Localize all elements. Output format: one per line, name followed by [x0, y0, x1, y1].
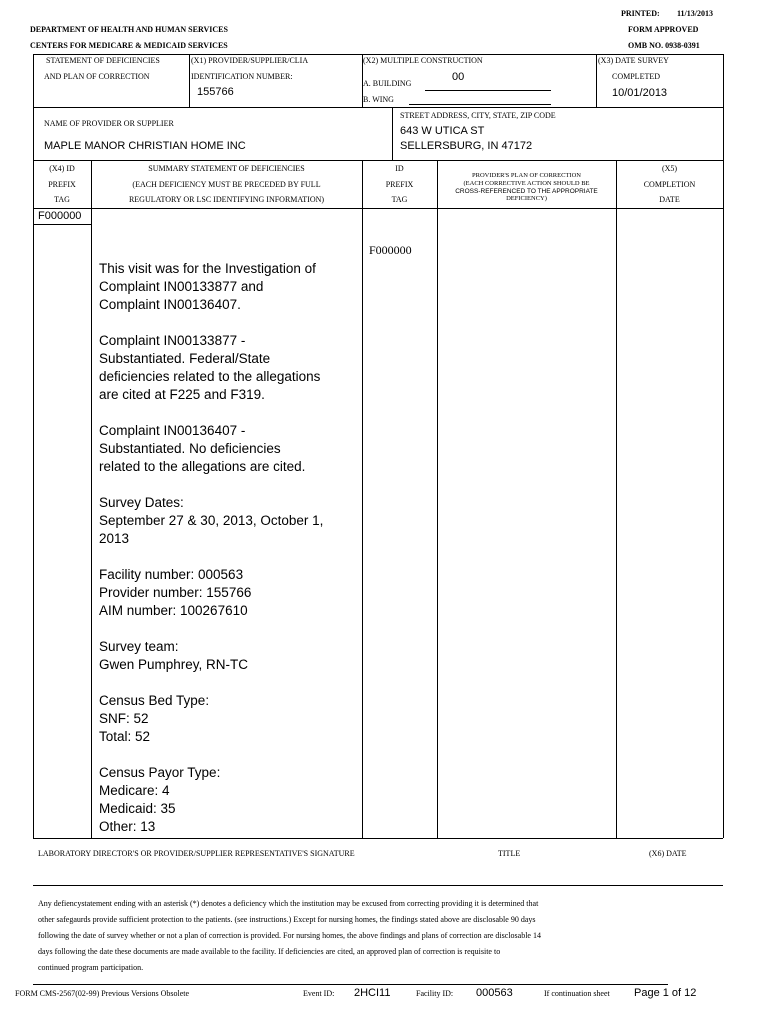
- statement-label-1: STATEMENT OF DEFICIENCIES: [46, 56, 160, 65]
- summary-paragraph: This visit was for the Investigation of Complaint IN00133877 and Complaint IN00136407.: [99, 261, 316, 312]
- summary-header-2: (EACH DEFICIENCY MUST BE PRECEDED BY FULL: [132, 180, 321, 189]
- id-header-3: TAG: [391, 195, 408, 204]
- x3-label-1: (X3) DATE SURVEY: [598, 56, 669, 65]
- signature-label: LABORATORY DIRECTOR'S OR PROVIDER/SUPPLIER REPRESENTATIVE'S SIGNATURE: [38, 849, 355, 858]
- x1-label-2: IDENTIFICATION NUMBER:: [191, 72, 293, 81]
- plan-header-2: (EACH CORRECTIVE ACTION SHOULD BE: [463, 180, 590, 187]
- summary-header-3: REGULATORY OR LSC IDENTIFYING INFORMATION): [128, 195, 325, 204]
- building-label: A. BUILDING: [363, 79, 412, 88]
- left-prefix-tag: F000000: [38, 210, 82, 222]
- summary-statement: [99, 260, 357, 854]
- id-header-1: ID: [395, 164, 404, 173]
- form-number: FORM CMS-2567(02-99) Previous Versions Obsolete: [15, 989, 190, 998]
- x5-header-1: (X5): [661, 164, 678, 173]
- building-value: 00: [452, 71, 465, 83]
- summary-paragraph: Complaint IN00133877 - Substantiated. Federal/State deficiencies related to the allegations are cited at F225 and F319.: [99, 333, 321, 402]
- survey-completed-date: 10/01/2013: [612, 87, 668, 99]
- wing-label: B. WING: [363, 95, 394, 104]
- summary-paragraph: Survey Dates: September 27 & 30, 2013, October 1, 2013: [99, 495, 324, 546]
- department-title: DEPARTMENT OF HEALTH AND HUMAN SERVICES: [30, 25, 228, 34]
- id-header-2: PREFIX: [385, 180, 414, 189]
- summary-paragraph: Facility number: 000563 Provider number: 155766 AIM number: 100267610: [99, 567, 252, 618]
- right-prefix-tag: F000000: [369, 243, 412, 257]
- facility-id-label: Facility ID:: [416, 989, 454, 998]
- plan-header-1: PROVIDER'S PLAN OF CORRECTION: [472, 172, 581, 179]
- plan-header-3: CROSS-REFERENCED TO THE APPROPRIATE: [455, 188, 598, 195]
- disclaimer-line: continued program participation.: [38, 963, 144, 972]
- event-id-label: Event ID:: [303, 989, 335, 998]
- facility-id-value: 000563: [476, 987, 513, 999]
- summary-paragraph: Complaint IN00136407 - Substantiated. No deficiencies related to the allegations are cited.: [99, 423, 306, 474]
- printed-label: PRINTED:: [621, 9, 660, 18]
- printed-date: 11/13/2013: [677, 9, 714, 18]
- centers-title: CENTERS FOR MEDICARE & MEDICAID SERVICES: [30, 41, 228, 50]
- statement-label-2: AND PLAN OF CORRECTION: [44, 72, 150, 81]
- x5-header-3: DATE: [659, 195, 680, 204]
- disclaimer: [38, 896, 541, 976]
- provider-id-value: 155766: [197, 86, 234, 98]
- omb-number: OMB NO. 0938-0391: [628, 41, 700, 50]
- disclaimer-line: other safegaurds provide sufficient protection to the patients. (see instructions.) Except for nursing homes, the findings stated above are disclosable 90 days: [38, 915, 536, 924]
- x4-header-3: TAG: [54, 195, 70, 204]
- x3-label-2: COMPLETED: [612, 72, 660, 81]
- summary-paragraph: Census Payor Type: Medicare: 4 Medicaid: 35 Other: 13: [99, 765, 221, 834]
- summary-paragraph: Census Bed Type: SNF: 52 Total: 52: [99, 693, 210, 744]
- event-id-value: 2HCI11: [354, 987, 391, 999]
- x5-header-2: COMPLETION: [643, 180, 696, 189]
- plan-header-4: DEFICIENCY): [506, 195, 547, 202]
- x4-header-2: PREFIX: [48, 180, 76, 189]
- disclaimer-line: following the date of survey whether or not a plan of correction is provided. For nursing homes, the above findings and plans of correction are disclosable 14: [38, 931, 541, 940]
- address-line-2: SELLERSBURG, IN 47172: [400, 140, 533, 152]
- provider-name-value: MAPLE MANOR CHRISTIAN HOME INC: [44, 140, 246, 152]
- provider-name-label: NAME OF PROVIDER OR SUPPLIER: [44, 119, 174, 128]
- disclaimer-line: days following the date these documents are made available to the facility. If deficiencies are cited, an approved plan of correction is requisite to: [38, 947, 501, 956]
- title-label: TITLE: [498, 849, 521, 858]
- summary-paragraph: Survey team: Gwen Pumphrey, RN-TC: [99, 639, 249, 672]
- x2-label: (X2) MULTIPLE CONSTRUCTION: [363, 56, 483, 65]
- x6-date-label: (X6) DATE: [649, 849, 687, 858]
- address-line-1: 643 W UTICA ST: [400, 125, 485, 137]
- form-approved: FORM APPROVED: [628, 25, 699, 34]
- x1-label-1: (X1) PROVIDER/SUPPLIER/CLIA: [191, 56, 309, 65]
- x4-header-1: (X4) ID: [49, 164, 75, 173]
- continuation-label: If continuation sheet: [544, 989, 610, 998]
- summary-header-1: SUMMARY STATEMENT OF DEFICIENCIES: [148, 164, 305, 173]
- disclaimer-line: Any defiencystatement ending with an asterisk (*) denotes a deficiency which the institution may be excused from correcting providing it is determined that: [38, 899, 539, 908]
- address-label: STREET ADDRESS, CITY, STATE, ZIP CODE: [400, 111, 556, 120]
- page-number: Page 1 of 12: [634, 987, 697, 999]
